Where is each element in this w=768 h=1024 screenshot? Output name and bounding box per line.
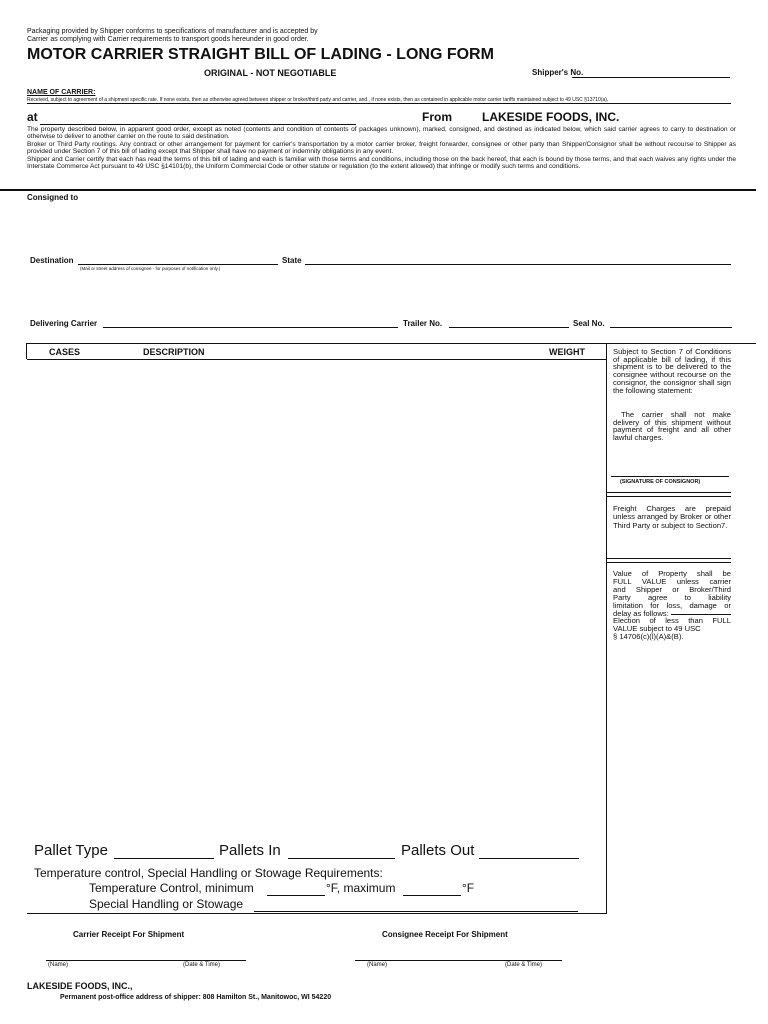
carrier-date-label: (Date & Time)	[183, 962, 221, 968]
document-subtitle: ORIGINAL - NOT NEGOTIABLE	[204, 68, 337, 78]
state-label: State	[282, 256, 302, 265]
consigned-to-label: Consigned to	[27, 193, 79, 202]
from-label: From	[422, 110, 452, 124]
temp-min-field[interactable]	[267, 895, 325, 896]
special-handling-field[interactable]	[254, 911, 578, 912]
requirements-label: Temperature control, Special Handling or Stowage Requirements:	[34, 866, 383, 880]
packaging-note-line2: Carrier as complying with Carrier requirements to transport goods hereunder in good order.	[27, 36, 309, 43]
column-header-description: DESCRIPTION	[143, 347, 205, 357]
table-header-bottom-border	[27, 359, 606, 360]
side-divider-2b	[607, 562, 731, 563]
value-line: limitation for loss, damage or	[613, 600, 731, 610]
carrier-name-label: (Name)	[48, 962, 69, 968]
terms-paragraph-3: Shipper and Carrier certify that each has read the terms of this bill of lading and each is familiar with those terms and conditions, including those on the back hereof, that each is bound by those terms, and that each waives any rights under the Interstate Commerce Act pursuant to 49 USC §14101(b), the Uniform Commercial Code or other statute or regulation (to the extent allowed) that infringe or modify such terms and conditions.	[27, 156, 736, 171]
temp-unit-label: °F	[462, 881, 475, 895]
pallets-out-field[interactable]	[479, 858, 579, 859]
pallets-in-label: Pallets In	[219, 842, 281, 859]
table-left-border	[26, 343, 27, 359]
state-field[interactable]	[305, 264, 731, 265]
special-handling-label: Special Handling or Stowage	[89, 897, 244, 911]
value-line-text: delay as follows:	[613, 608, 669, 618]
pallet-type-field[interactable]	[114, 858, 214, 859]
shippers-no-label: Shipper's No.	[532, 68, 584, 77]
value-line: VALUE subject to 49 USC	[613, 624, 701, 634]
terms-paragraph-1: The property described below, in apparent good order, except as noted (contents and condition of contents of packages unknown), marked, consigned, and destined as indicated below, which said carrier agrees to carry to destination or otherwise to deliver to another carrier on the route to said destination.	[27, 126, 736, 141]
terms-paragraph-2: Broker or Third Party routings. Any contract or other arrangement for payment for carrier's transportation by a motor carrier broker, freight forwarder, consignee or other party than Shipper/Consignor shall be without recourse to Shipper as provided under Section 7 of this bill of lading except that Shipper shall have no payment or indemnity obligations in any event.	[27, 141, 736, 156]
trailer-no-label: Trailer No.	[403, 319, 443, 328]
signature-label: (SIGNATURE OF CONSIGNOR)	[620, 479, 701, 485]
temp-max-label: °F, maximum	[326, 881, 396, 895]
destination-note: (Mail or street address of consignee - for purposes of notification only.)	[80, 266, 221, 271]
destination-field[interactable]	[78, 264, 278, 265]
temp-min-label: Temperature Control, minimum	[89, 881, 254, 895]
seal-no-field[interactable]	[610, 327, 732, 328]
column-header-weight: WEIGHT	[549, 347, 585, 357]
carrier-name-line	[27, 103, 731, 104]
carrier-receipt-label: Carrier Receipt For Shipment	[73, 930, 185, 939]
received-text: Received, subject to agreement of a shipment specific rate. If none exists, then as otherwise agreed between shipper or broker/third party and carrier, and , if none exists, then as contained in applicable motor carrier tariffs maintained subject to 49 USC §13710(a),	[27, 97, 609, 103]
terms-divider	[0, 189, 756, 191]
destination-label: Destination	[30, 256, 74, 265]
freight-charges-text: Freight Charges are prepaid unless arranged by Broker or other Third Party or subject to Section7.	[613, 504, 731, 530]
section7-text: Subject to Section 7 of Conditions of applicable bill of lading, if this shipment is to be delivered to the consignee without recourse on the consignor, the consignor shall sign the following statement:	[613, 347, 731, 395]
delivering-carrier-label: Delivering Carrier	[30, 319, 98, 328]
from-value: LAKESIDE FOODS, INC.	[482, 110, 620, 124]
footer-address: Permanent post-office address of shipper: 808 Hamilton St., Manitowoc, WI 54220	[60, 994, 332, 1001]
line-items-area[interactable]	[28, 361, 605, 831]
consignee-receipt-label: Consignee Receipt For Shipment	[382, 930, 508, 939]
pallets-out-label: Pallets Out	[401, 842, 475, 859]
at-label: at	[27, 110, 38, 124]
value-line: FULL VALUE unless carrier	[613, 576, 731, 586]
seal-no-label: Seal No.	[573, 319, 605, 328]
pallet-type-label: Pallet Type	[34, 842, 108, 859]
table-top-border	[27, 343, 756, 344]
table-bottom-border	[27, 913, 607, 914]
side-divider-1b	[607, 496, 731, 497]
name-of-carrier-label: NAME OF CARRIER:	[27, 89, 96, 96]
value-line: § 14706(c)(l)(A)&(B).	[613, 632, 684, 642]
consignee-date-label: (Date & Time)	[505, 962, 543, 968]
side-divider-1a	[607, 492, 731, 493]
liability-limit-field[interactable]	[671, 610, 731, 616]
value-line: Election of less than FULL	[613, 616, 731, 626]
carrier-receipt-field[interactable]	[46, 960, 246, 961]
section7-statement: The carrier shall not make delivery of this shipment without payment of freight and all other lawful charges.	[613, 410, 731, 443]
packaging-note-line1: Packaging provided by Shipper conforms to specifications of manufacturer and is accepted by	[27, 28, 318, 35]
column-header-cases: CASES	[49, 347, 81, 357]
temp-max-field[interactable]	[403, 895, 461, 896]
value-of-property-text	[613, 570, 731, 641]
value-line: Value of Property shall be	[613, 569, 731, 578]
table-right-border	[606, 343, 607, 913]
value-line: Party agree to liability	[613, 592, 731, 602]
consignee-receipt-field[interactable]	[355, 960, 562, 961]
consignee-name-label: (Name)	[367, 962, 388, 968]
value-line: and Shipper or Broker/Third	[613, 584, 731, 594]
document-title: MOTOR CARRIER STRAIGHT BILL OF LADING - LONG FORM	[27, 46, 494, 63]
delivering-carrier-field[interactable]	[103, 327, 398, 328]
side-divider-2a	[607, 558, 731, 559]
pallets-in-field[interactable]	[288, 858, 395, 859]
footer-company: LAKESIDE FOODS, INC.,	[27, 981, 133, 991]
shippers-no-field[interactable]	[572, 77, 730, 78]
at-field[interactable]	[40, 124, 356, 125]
trailer-no-field[interactable]	[449, 327, 569, 328]
consignor-signature-field[interactable]	[611, 476, 729, 477]
